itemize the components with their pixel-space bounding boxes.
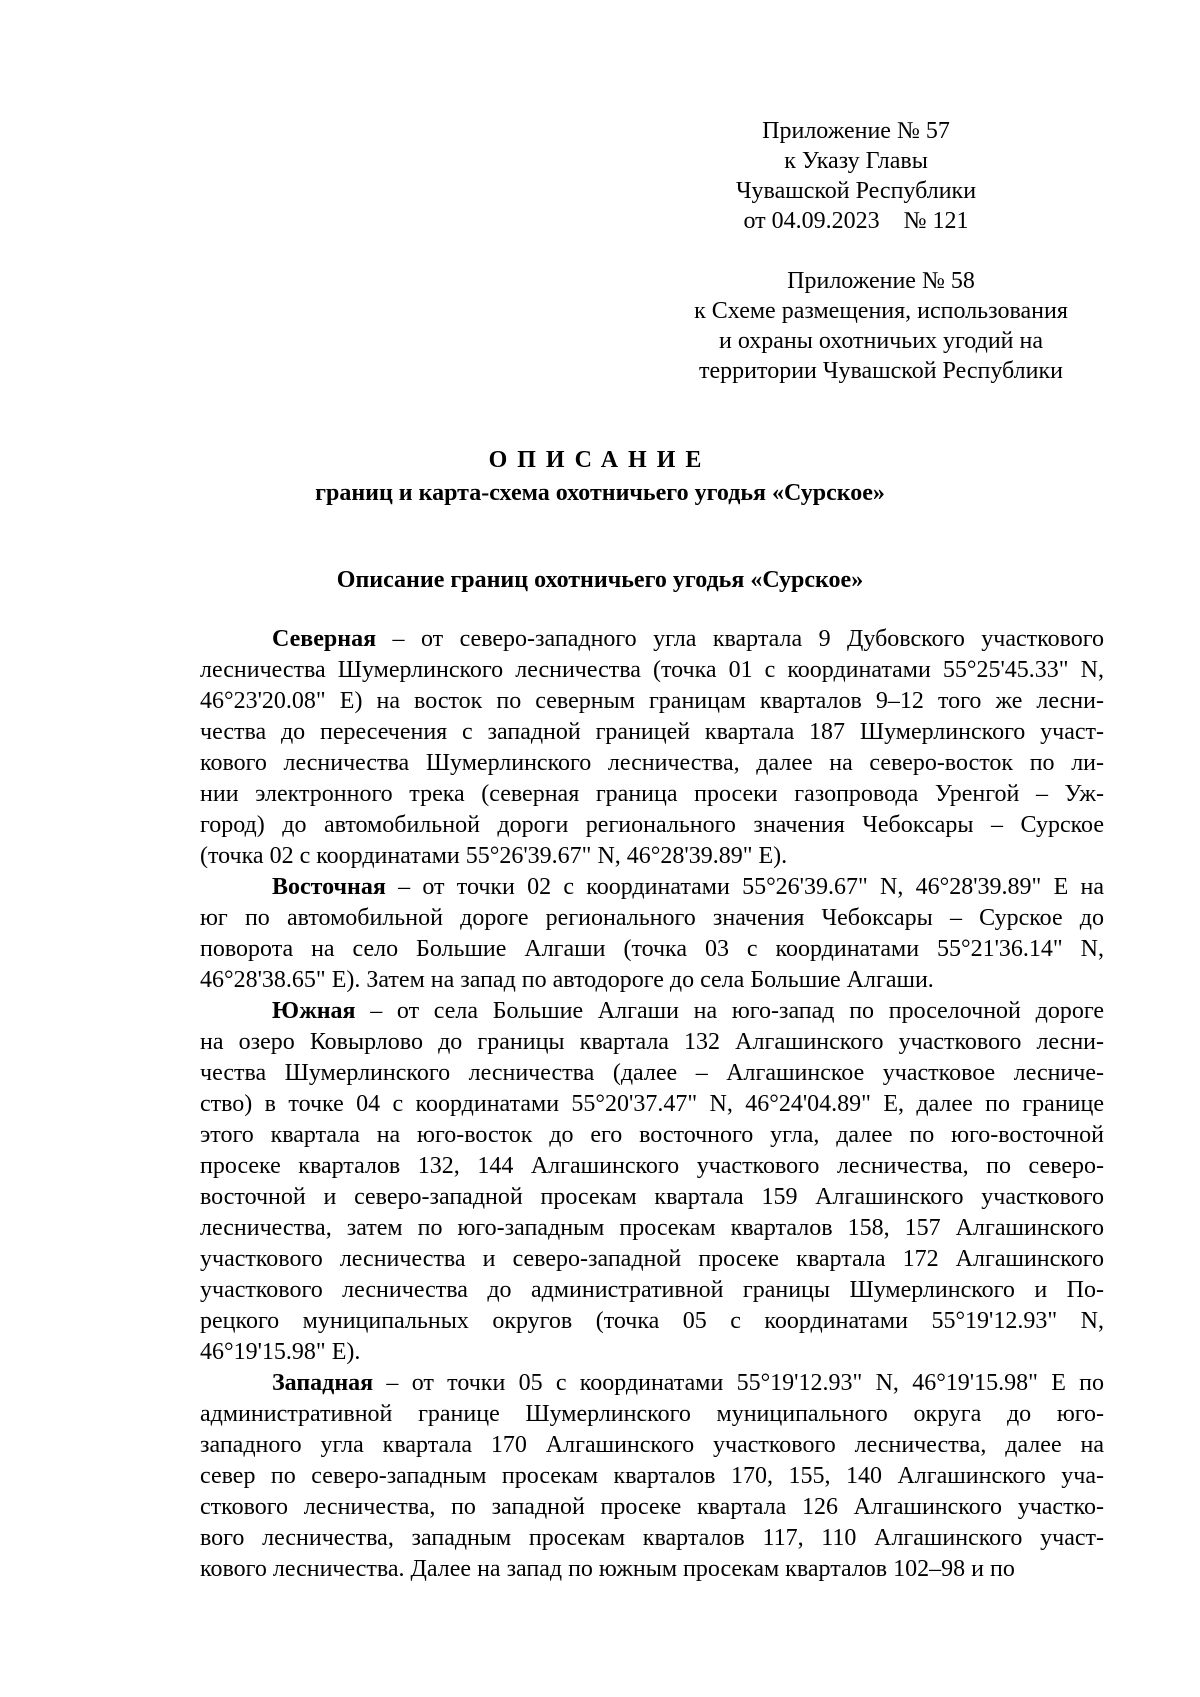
boundary-description: [200, 624, 1104, 1585]
text-line: 46°28'38.65" E). Затем на запад по автодороге до села Большие Алгаши.: [200, 967, 934, 993]
text-line: город) до автомобильной дороги регионального значения Чебоксары – Сурское: [200, 812, 1104, 838]
section-heading: Описание границ охотничьего угодья «Сурское»: [336, 567, 864, 593]
text-line: этого квартала на юго-восток до его восточного угла, далее по юго-восточной: [200, 1122, 1104, 1148]
text-line: кового лесничества. Далее на запад по южным просекам кварталов 102–98 и по: [200, 1556, 1015, 1582]
boundary-label: Западная: [272, 1370, 374, 1396]
appendix-reference-continued: и охраны охотничьих угодий на: [718, 328, 1044, 354]
appendix-date-number: от 04.09.2023 № 121: [743, 208, 969, 234]
appendix-authority: Чувашской Республики: [735, 178, 977, 204]
text-line: участкового лесничества и северо-западной просеке квартала 172 Алгашинского: [200, 1246, 1104, 1272]
text-line: нии электронного трека (северная граница просеки газопровода Уренгой – Уж-: [200, 781, 1104, 807]
text-line: участкового лесничества до административной границы Шумерлинского и По-: [200, 1277, 1104, 1303]
appendix-header-scheme: [676, 266, 1086, 386]
text-line: кового лесничества Шумерлинского лесничества, далее на северо-восток по ли-: [200, 750, 1104, 776]
appendix-number: Приложение № 57: [762, 118, 950, 144]
text-line: просеке кварталов 132, 144 Алгашинского участкового лесничества, по северо-: [200, 1153, 1104, 1179]
text-line: север по северо-западным просекам кварталов 170, 155, 140 Алгашинского уча-: [200, 1463, 1104, 1489]
text-line: юг по автомобильной дороге регионального значения Чебоксары – Сурское до: [200, 905, 1104, 931]
text-span: – от села Большие Алгаши на юго-запад по проселочной дороге: [355, 998, 1104, 1024]
paragraph-west: [200, 1368, 1104, 1585]
text-span: – от точки 05 с координатами 55°19'12.93" N, 46°19'15.98" E по: [373, 1370, 1104, 1396]
text-line: [200, 1368, 1104, 1399]
text-line: ство) в точке 04 с координатами 55°20'37.47" N, 46°24'04.89" E, далее по границе: [200, 1091, 1104, 1117]
text-line: сткового лесничества, по западной просеке квартала 126 Алгашинского участко-: [200, 1494, 1104, 1520]
text-line: поворота на село Большие Алгаши (точка 03 с координатами 55°21'36.14" N,: [200, 936, 1104, 962]
text-line: восточной и северо-западной просекам квартала 159 Алгашинского участкового: [200, 1184, 1104, 1210]
text-line: лесничества Шумерлинского лесничества (точка 01 с координатами 55°25'45.33" N,: [200, 657, 1104, 683]
paragraph-north: [200, 624, 1104, 872]
text-span: – от точки 02 с координатами 55°26'39.67" N, 46°28'39.89" E на: [385, 874, 1104, 900]
text-line: 46°23'20.08" E) на восток по северным границам кварталов 9–12 того же лесни-: [200, 688, 1104, 714]
text-line: рецкого муниципальных округов (точка 05 с координатами 55°19'12.93" N,: [200, 1308, 1104, 1334]
text-line: западного угла квартала 170 Алгашинского участкового лесничества, далее на: [200, 1432, 1104, 1458]
text-span: – от северо-западного угла квартала 9 Дубовского участкового: [376, 626, 1104, 652]
text-line: чества до пересечения с западной границей квартала 187 Шумерлинского участ-: [200, 719, 1104, 745]
boundary-label: Восточная: [272, 874, 386, 900]
text-line: [200, 996, 1104, 1027]
appendix-reference: к Указу Главы: [784, 148, 928, 174]
text-line: (точка 02 с координатами 55°26'39.67" N, 46°28'39.89" E).: [200, 843, 788, 869]
text-line: административной границе Шумерлинского муниципального округа до юго-: [200, 1401, 1104, 1427]
appendix-number: Приложение № 58: [787, 268, 975, 294]
document-title: ОПИСАНИЕ: [488, 447, 712, 473]
text-line: чества Шумерлинского лесничества (далее – Алгашинское участковое лесниче-: [200, 1060, 1104, 1086]
text-line: [200, 624, 1104, 655]
text-line: [200, 872, 1104, 903]
text-line: вого лесничества, западным просекам кварталов 117, 110 Алгашинского участ-: [200, 1525, 1104, 1551]
text-line: лесничества, затем по юго-западным просекам кварталов 158, 157 Алгашинского: [200, 1215, 1104, 1241]
appendix-territory: территории Чувашской Республики: [699, 358, 1063, 384]
appendix-reference: к Схеме размещения, использования: [694, 298, 1068, 324]
boundary-label: Северная: [272, 626, 377, 652]
paragraph-east: [200, 872, 1104, 996]
text-line: 46°19'15.98" E).: [200, 1339, 361, 1365]
text-line: на озеро Ковырлово до границы квартала 132 Алгашинского участкового лесни-: [200, 1029, 1104, 1055]
appendix-header-decree: [716, 116, 996, 236]
boundary-label: Южная: [272, 998, 356, 1024]
paragraph-south: [200, 996, 1104, 1368]
document-subtitle: границ и карта-схема охотничьего угодья «Сурское»: [315, 480, 885, 506]
